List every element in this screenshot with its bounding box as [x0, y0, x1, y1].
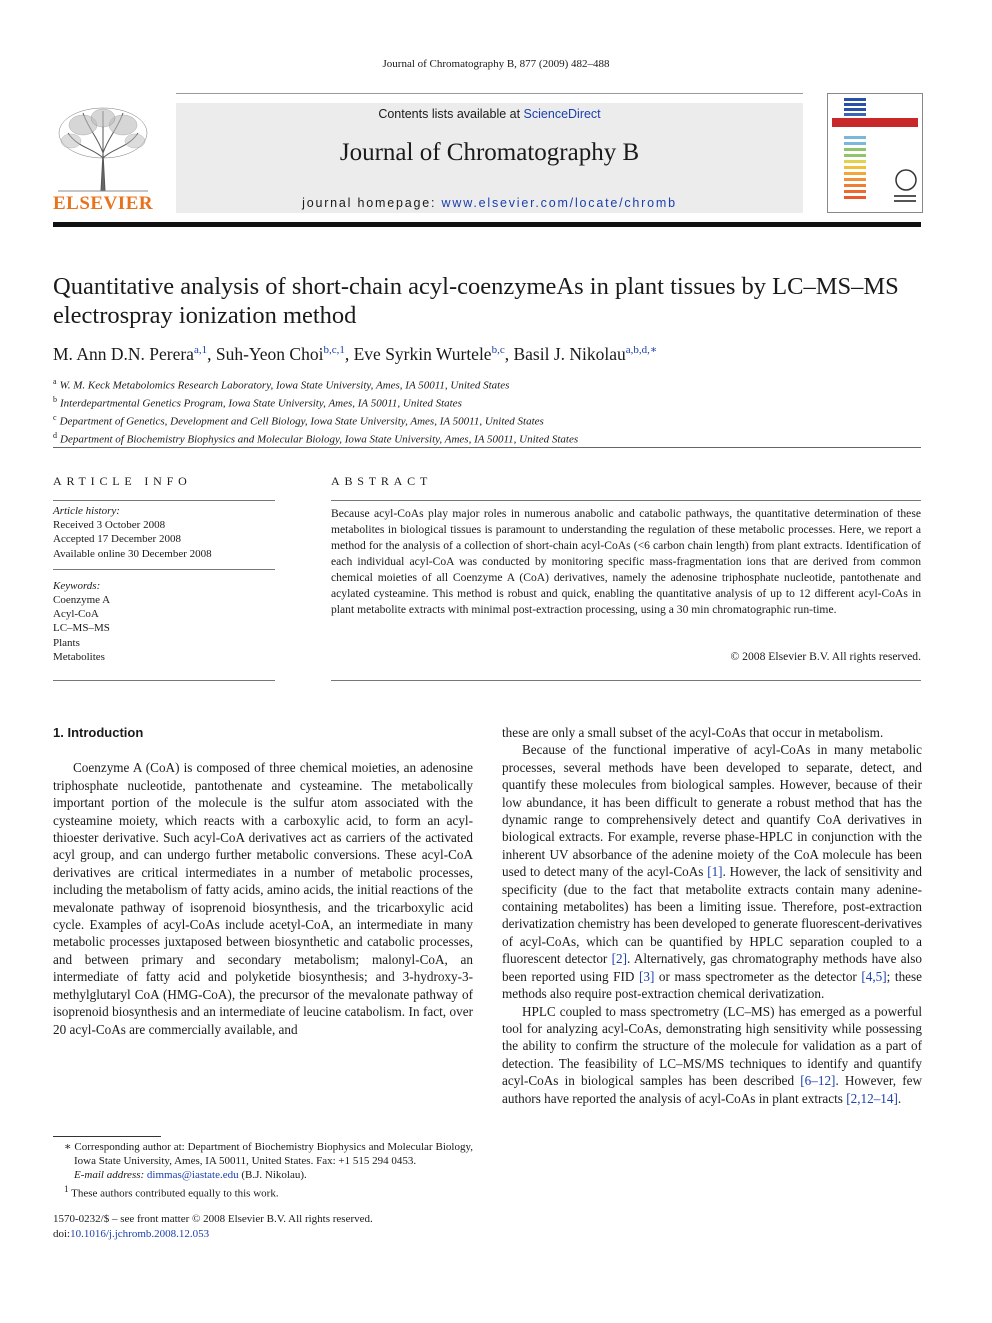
doi-line: doi:10.1016/j.jchromb.2008.12.053	[53, 1228, 210, 1240]
homepage-line	[176, 196, 803, 210]
author: Eve Syrkin Wurtele$^{b,c}$,	[353, 343, 514, 364]
citation-link[interactable]: [2,12–14]	[846, 1090, 898, 1106]
article-info-rule	[53, 500, 275, 501]
issn-line: 1570-0232/$ – see front matter © 2008 Elsevier B.V. All rights reserved.	[53, 1213, 373, 1225]
citation-link[interactable]: [2]	[611, 951, 627, 967]
keyword: Coenzyme A	[53, 594, 111, 607]
keyword: Plants	[53, 636, 80, 649]
abstract-text: Because acyl-CoAs play major roles in numerous anabolic and catabolic pathways, the quantitative determination of these metabolites in biological tissues is paramount to understanding the regulation of these metabolic processes. Here, we report a method for the analysis of a collection of short-chain acyl-CoAs (<6 carbon chain length) from plant extracts. Identification of each individual acyl-CoA was conducted by monitoring specific mass-fragmentation ions that are derived from common chemical moieties of all Coenzyme A (CoA) derivatives, namely the adenosine triphosphate nucleotide, pantothenate and acylated cysteamine. This method is robust and quick, enabling the quantitative analysis of up to 12 different acyl-CoAs in plant metabolite extracts with minimal post-extraction processing, using a 30 min chromatographic run-time.	[331, 507, 921, 616]
author: Suh-Yeon Choi$^{b,c,1}$,	[215, 343, 354, 364]
keyword: Metabolites	[53, 650, 105, 663]
keywords-rule	[53, 561, 275, 570]
citation-link[interactable]: [3]	[638, 968, 655, 984]
journal-cover-icon	[827, 93, 923, 213]
affiliation: $^d$ Department of Biochemistry Biophysics and Molecular Biology, Iowa State University, Ames, IA 50011, United States	[53, 431, 579, 447]
body-paragraph: these are only a small subset of the acyl-CoAs that occur in metabolism.	[502, 725, 884, 740]
citation-link[interactable]: [6–12]	[800, 1073, 836, 1089]
masthead-thick-rule	[53, 222, 921, 227]
sciencedirect-link[interactable]: ScienceDirect	[523, 107, 601, 121]
affiliation: $^c$ Department of Genetics, Development and Cell Biology, Iowa State University, Ames, IA 50011, United States	[53, 413, 544, 428]
equal-contribution-footnote: $^1$ These authors contributed equally to this work.	[64, 1184, 279, 1200]
running-head: Journal of Chromatography B, 877 (2009) 482–488	[382, 58, 610, 70]
article-info-bottom-rule	[53, 680, 275, 681]
body-column-left	[53, 724, 473, 1038]
elsevier-tree-icon	[53, 103, 153, 193]
citation-link[interactable]: [1]	[707, 864, 723, 880]
publisher-logo	[53, 103, 153, 215]
article-info-heading: ARTICLE INFO	[53, 474, 192, 488]
journal-masthead	[176, 103, 803, 213]
affiliation: $^b$ Interdepartmental Genetics Program, Iowa State University, Ames, IA 50011, United States	[53, 395, 462, 410]
history-label: Article history:	[53, 505, 120, 517]
keywords-label: Keywords:	[53, 579, 101, 592]
abstract-copyright: © 2008 Elsevier B.V. All rights reserved.	[730, 650, 921, 663]
author: M. Ann D.N. Perera$^{a,1}$,	[53, 343, 216, 364]
body-paragraph: Because of the functional imperative of acyl-CoAs in many metabolic processes, several methods have been developed to separate, detect, and quantify these molecules from biological samples. However, because of their low abundance, it has been difficult to generate a robust method that has the dynamic range to comprehensively detect and quantify CoA derivatives in biological extracts. For example, reverse phase-HPLC in conjunction with the inherent UV absorbance of the adenine moiety of the CoA molecule has been used to detect many of the acyl-CoAs [1]. However, the lack of sensitivity and specificity (due to the fact that metabolite extracts contain many adenine-containing metabolites) has been a limiting issue. Therefore, post-extraction derivatization chemistry has been developed to generate fluorescent-derivatives of acyl-CoAs, which can be quantified by HPLC separation coupled to a fluorescent detector [2]. Alternatively, gas chromatography methods have also been reported using FID [3] or mass spectrometer as the detector [4,5]; these methods also require post-extraction chemical derivatization.	[502, 742, 923, 1002]
abstract-rule	[331, 500, 921, 501]
author-list	[53, 343, 657, 365]
homepage-prefix: journal homepage:	[302, 196, 442, 210]
header-rule	[176, 93, 803, 94]
footnote-rule	[53, 1136, 161, 1137]
footnotes	[53, 1140, 473, 1201]
abstract-bottom-rule	[331, 680, 921, 681]
body-paragraph: HPLC coupled to mass spectrometry (LC–MS) has emerged as a powerful tool for analyzing acyl-CoAs, demonstrating high sensitivity while possessing the ability to confirm the structure of the molecule for validation as a part of detection. The feasibility of LC–MS/MS techniques to identify and quantify acyl-CoAs in biological samples has been described [6–12]. However, few authors have reported the analysis of acyl-CoAs in plant extracts [2,12–14].	[502, 1003, 922, 1106]
title-divider	[53, 447, 921, 448]
history-received: Received 3 October 2008	[53, 519, 166, 532]
publisher-name: ELSEVIER	[53, 193, 154, 214]
history-online: Available online 30 December 2008	[53, 547, 212, 560]
contents-prefix: Contents lists available at	[378, 107, 524, 121]
keyword: Acyl-CoA	[53, 608, 99, 621]
email-footnote: E-mail address: dimmas@iastate.edu (B.J. Nikolau).	[74, 1169, 307, 1181]
affiliation: $^a$ W. M. Keck Metabolomics Research Laboratory, Iowa State University, Ames, IA 50011, United States	[53, 377, 510, 392]
body-column-right	[502, 724, 922, 1107]
email-link[interactable]: dimmas@iastate.edu	[146, 1169, 239, 1181]
history-accepted: Accepted 17 December 2008	[53, 533, 181, 546]
article-title: Quantitative analysis of short-chain acyl-coenzymeAs in plant tissues by LC–MS–MS electrospray ionization method	[53, 273, 899, 329]
citation-link[interactable]: [4,5]	[861, 968, 887, 984]
journal-name: Journal of Chromatography B	[339, 139, 640, 166]
homepage-link[interactable]: www.elsevier.com/locate/chromb	[441, 196, 677, 210]
section-heading: 1. Introduction	[53, 725, 144, 740]
abstract-heading: ABSTRACT	[331, 474, 433, 488]
author: Basil J. Nikolau$^{a,b,d,∗}$	[513, 343, 658, 364]
article-info	[53, 504, 275, 664]
body-paragraph: Coenzyme A (CoA) is composed of three chemical moieties, an adenosine triphosphate nucleotide, pantothenate and cysteamine. The metabolically important portion of the molecule is the sulfur atom associated with the cysteamine moiety, which reacts with a carboxylic acid, to form an acyl-thioester derivative. Such acyl-CoA derivatives act as carriers of the activated acyl group, and can undergo further metabolic conversions. These acyl-CoA derivatives are critical intermediates in a number of metabolic processes, including the metabolism of fatty acids, amino acids, the initial reactions of the mevalonate pathway of isoprenoid biosynthesis, and the tricarboxylic acid cycle. Examples of acyl-CoAs include acetyl-CoA, an intermediate in many metabolic processes juxtaposed between biosynthetic and catabolic processes, and between primary and secondary metabolism; malonyl-CoA, an intermediate of fatty acid and polyketide biosynthesis; and 3-hydroxy-3-methylglutaryl CoA (HMG-CoA), the precursor of the mevalonate pathway of isoprenoid biosynthesis and an intermediate of leucine catabolism. In fact, over 20 acyl-CoAs are commercially available, and	[53, 760, 473, 1037]
front-matter-footer	[53, 1212, 373, 1242]
doi-link[interactable]: 10.1016/j.jchromb.2008.12.053	[70, 1228, 210, 1240]
corresponding-footnote: ∗ Corresponding author at: Department of Biochemistry Biophysics and Molecular Biology, Iowa State University, Ames, IA 50011, United States. Fax: +1 515 294 0453.	[64, 1141, 473, 1167]
keyword: LC–MS–MS	[53, 622, 110, 635]
affiliations	[53, 375, 578, 448]
contents-line	[176, 107, 803, 121]
